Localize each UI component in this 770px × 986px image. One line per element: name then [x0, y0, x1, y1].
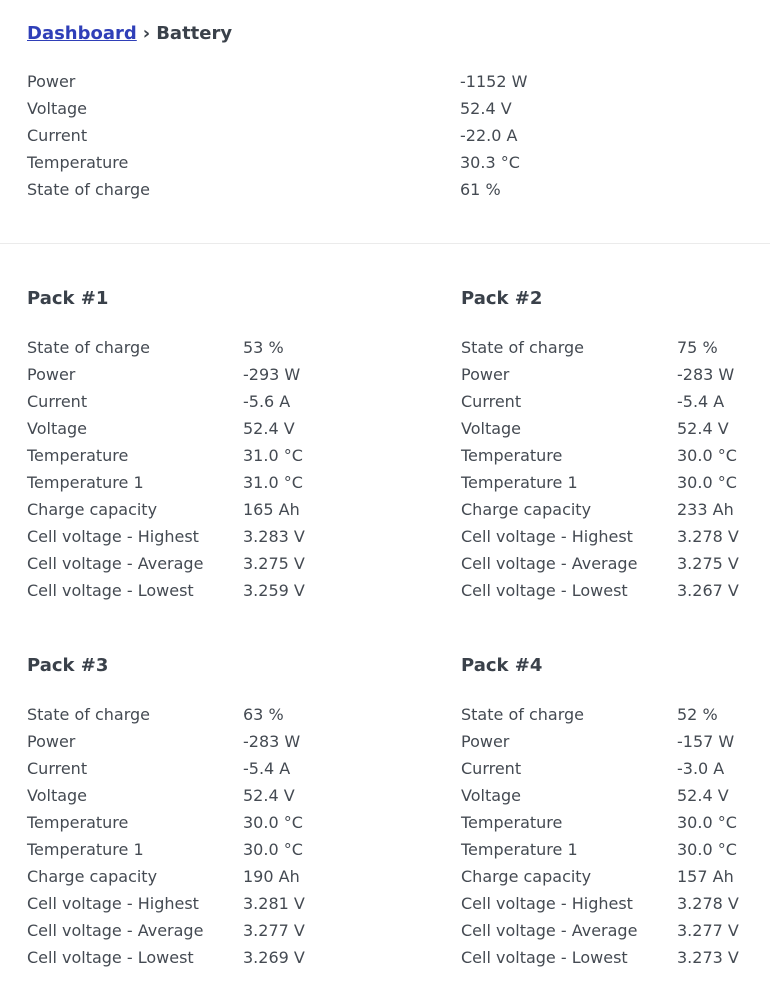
pack-row-label: State of charge — [461, 705, 584, 724]
pack-row-label: Cell voltage - Average — [461, 554, 638, 573]
breadcrumb-current: Battery — [156, 23, 233, 44]
pack-row-label: Temperature — [461, 446, 563, 465]
summary-label: Temperature — [27, 153, 129, 172]
pack-row-value: 3.275 V — [677, 554, 739, 573]
breadcrumb-dashboard-link[interactable]: Dashboard — [27, 23, 137, 44]
pack-row-value: 190 Ah — [243, 867, 300, 886]
pack-row-value: 31.0 °C — [243, 473, 303, 492]
pack-row-value: 165 Ah — [243, 500, 300, 519]
pack-row — [461, 944, 761, 971]
pack-row-value: 30.0 °C — [243, 813, 303, 832]
summary-value: 61 % — [460, 180, 501, 199]
pack-row — [461, 755, 761, 782]
pack-row-label: Charge capacity — [27, 500, 158, 519]
pack-row-value: 52.4 V — [677, 786, 729, 805]
pack-row — [461, 469, 761, 496]
pack-row — [27, 442, 327, 469]
breadcrumb-separator: › — [142, 23, 151, 44]
pack-row — [27, 755, 327, 782]
pack-row-value: 30.0 °C — [243, 840, 303, 859]
pack-row-label: Cell voltage - Highest — [461, 894, 633, 913]
pack-panel — [461, 287, 761, 604]
pack-row — [27, 469, 327, 496]
pack-row — [461, 550, 761, 577]
pack-row — [461, 415, 761, 442]
pack-row-value: 52 % — [677, 705, 718, 724]
pack-row — [461, 496, 761, 523]
pack-row-value: -157 W — [677, 732, 735, 751]
pack-row-value: 3.273 V — [677, 948, 739, 967]
pack-row-label: Cell voltage - Average — [461, 921, 638, 940]
pack-row-value: 31.0 °C — [243, 446, 303, 465]
pack-row-value: 63 % — [243, 705, 284, 724]
pack-row — [27, 388, 327, 415]
pack-row-label: Cell voltage - Highest — [27, 527, 199, 546]
pack-row-value: 52.4 V — [243, 419, 295, 438]
pack-row-label: Cell voltage - Lowest — [461, 581, 628, 600]
pack-row-value: 3.277 V — [243, 921, 305, 940]
pack-row — [27, 782, 327, 809]
pack-row-label: Current — [27, 759, 88, 778]
pack-row-label: Cell voltage - Lowest — [461, 948, 628, 967]
pack-row-value: -3.0 A — [677, 759, 725, 778]
summary-row — [27, 149, 747, 176]
pack-row-value: -5.6 A — [243, 392, 291, 411]
pack-row — [27, 496, 327, 523]
pack-row-label: Temperature 1 — [461, 473, 578, 492]
pack-row-value: -283 W — [677, 365, 735, 384]
pack-row-value: 3.275 V — [243, 554, 305, 573]
pack-row — [27, 523, 327, 550]
pack-row — [461, 388, 761, 415]
pack-row-value: 157 Ah — [677, 867, 734, 886]
breadcrumb — [27, 22, 232, 46]
pack-row — [461, 782, 761, 809]
summary-row — [27, 176, 747, 203]
pack-row-value: 3.278 V — [677, 527, 739, 546]
pack-row — [461, 809, 761, 836]
pack-row-label: Power — [27, 365, 76, 384]
battery-summary — [27, 68, 747, 203]
pack-panel — [27, 287, 327, 604]
pack-row-label: Cell voltage - Lowest — [27, 581, 194, 600]
pack-row — [27, 809, 327, 836]
pack-row-value: 233 Ah — [677, 500, 734, 519]
pack-row-value: 3.278 V — [677, 894, 739, 913]
pack-row-value: 3.269 V — [243, 948, 305, 967]
pack-row — [27, 577, 327, 604]
pack-row — [27, 334, 327, 361]
pack-row-label: Cell voltage - Highest — [461, 527, 633, 546]
summary-value: 30.3 °C — [460, 153, 520, 172]
pack-title: Pack #1 — [27, 288, 109, 309]
pack-panel — [461, 654, 761, 971]
pack-row-label: Temperature — [27, 446, 129, 465]
pack-row-value: 53 % — [243, 338, 284, 357]
pack-row-value: 52.4 V — [243, 786, 295, 805]
summary-row — [27, 95, 747, 122]
pack-row-label: Charge capacity — [461, 867, 592, 886]
summary-value: 52.4 V — [460, 99, 512, 118]
section-divider — [0, 243, 770, 244]
pack-row — [27, 728, 327, 755]
pack-row-label: Power — [461, 365, 510, 384]
pack-row — [27, 944, 327, 971]
pack-row — [27, 550, 327, 577]
pack-row-label: Cell voltage - Average — [27, 554, 204, 573]
pack-row-label: Charge capacity — [27, 867, 158, 886]
pack-title: Pack #2 — [461, 288, 543, 309]
pack-row-value: -283 W — [243, 732, 301, 751]
pack-row-label: Voltage — [461, 419, 522, 438]
summary-row — [27, 122, 747, 149]
summary-label: Current — [27, 126, 88, 145]
pack-row-label: Voltage — [27, 786, 88, 805]
pack-row — [461, 917, 761, 944]
pack-row — [461, 863, 761, 890]
pack-row — [27, 890, 327, 917]
pack-row — [27, 917, 327, 944]
summary-label: State of charge — [27, 180, 150, 199]
pack-row-label: Current — [27, 392, 88, 411]
pack-row-label: Temperature 1 — [27, 473, 144, 492]
pack-row — [461, 890, 761, 917]
pack-row — [27, 863, 327, 890]
pack-row-label: Current — [461, 759, 522, 778]
pack-row-value: -293 W — [243, 365, 301, 384]
pack-row — [461, 334, 761, 361]
pack-row-value: 30.0 °C — [677, 446, 737, 465]
pack-row — [461, 442, 761, 469]
pack-row-label: Power — [27, 732, 76, 751]
pack-row-label: Temperature 1 — [27, 840, 144, 859]
pack-row-value: -5.4 A — [677, 392, 725, 411]
pack-panel — [27, 654, 327, 971]
pack-row-value: 3.281 V — [243, 894, 305, 913]
pack-row — [27, 701, 327, 728]
pack-row — [461, 523, 761, 550]
pack-row — [461, 361, 761, 388]
summary-value: -22.0 A — [460, 126, 518, 145]
pack-row-label: State of charge — [461, 338, 584, 357]
pack-row — [461, 701, 761, 728]
pack-row-label: Charge capacity — [461, 500, 592, 519]
summary-value: -1152 W — [460, 72, 528, 91]
pack-row-label: Voltage — [461, 786, 522, 805]
pack-row-label: Cell voltage - Lowest — [27, 948, 194, 967]
summary-label: Power — [27, 72, 76, 91]
pack-row-value: 3.259 V — [243, 581, 305, 600]
pack-row-label: Cell voltage - Highest — [27, 894, 199, 913]
pack-title: Pack #3 — [27, 655, 109, 676]
pack-row-value: -5.4 A — [243, 759, 291, 778]
pack-row — [461, 728, 761, 755]
pack-row-label: Temperature — [27, 813, 129, 832]
pack-row — [27, 361, 327, 388]
pack-row — [461, 836, 761, 863]
pack-row — [461, 577, 761, 604]
pack-row — [27, 415, 327, 442]
pack-row-value: 30.0 °C — [677, 813, 737, 832]
summary-label: Voltage — [27, 99, 88, 118]
pack-row-value: 3.277 V — [677, 921, 739, 940]
pack-row-value: 3.267 V — [677, 581, 739, 600]
pack-row-value: 52.4 V — [677, 419, 729, 438]
pack-row-value: 30.0 °C — [677, 840, 737, 859]
pack-row-label: Current — [461, 392, 522, 411]
pack-row-label: Temperature — [461, 813, 563, 832]
pack-title: Pack #4 — [461, 655, 543, 676]
pack-row-value: 3.283 V — [243, 527, 305, 546]
pack-row-label: Cell voltage - Average — [27, 921, 204, 940]
pack-row-label: Voltage — [27, 419, 88, 438]
pack-row-value: 30.0 °C — [677, 473, 737, 492]
summary-row — [27, 68, 747, 95]
pack-row-label: Power — [461, 732, 510, 751]
pack-row-label: State of charge — [27, 338, 150, 357]
pack-row-label: Temperature 1 — [461, 840, 578, 859]
pack-row-label: State of charge — [27, 705, 150, 724]
pack-row — [27, 836, 327, 863]
pack-row-value: 75 % — [677, 338, 718, 357]
